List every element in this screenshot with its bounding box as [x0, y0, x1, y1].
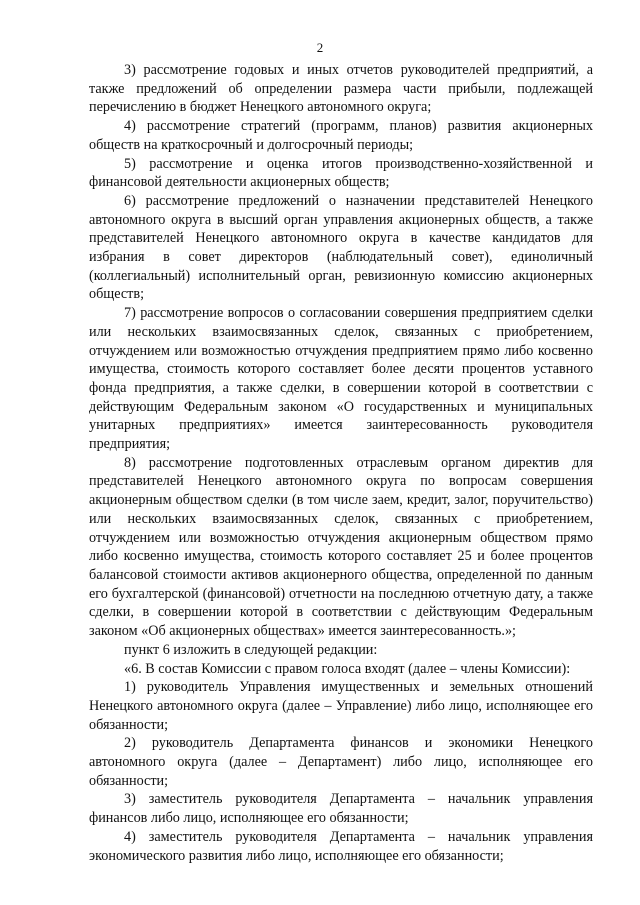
paragraph-item-3: 3) рассмотрение годовых и иных отчетов руководителей предприятий, а также предложений об определении размера части прибыли, подлежащей перечислению в бюджет Ненецкого автономного округа;: [89, 62, 593, 116]
paragraph-item-4: 4) рассмотрение стратегий (программ, планов) развития акционерных обществ на краткосрочный и долгосрочный периоды;: [89, 118, 593, 153]
document-body: [89, 61, 593, 865]
paragraph-member-2: 2) руководитель Департамента финансов и экономики Ненецкого автономного округа (далее – Департамент) либо лицо, исполняющее его обязанности;: [89, 735, 593, 789]
paragraph-member-1: 1) руководитель Управления имущественных и земельных отношений Ненецкого автономного округа (далее – Управление) либо лицо, исполняющее его обязанности;: [89, 679, 593, 733]
paragraph-item-6: 6) рассмотрение предложений о назначении представителей Ненецкого автономного округа в высший орган управления акционерных обществ, а также представителей Ненецкого автономного округа в качестве кандидатов для избрания в совет директоров (наблюдательный совет), единоличный (коллегиальный) исполнительный орган, ревизионную комиссию акционерных обществ;: [89, 192, 593, 303]
page-number: 2: [316, 40, 324, 55]
paragraph-item-5: 5) рассмотрение и оценка итогов производственно-хозяйственной и финансовой деятельности акционерных обществ;: [89, 155, 593, 191]
paragraph-item-7: 7) рассмотрение вопросов о согласовании совершения предприятием сделки или нескольких взаимосвязанных сделок, связанных с приобретением, отчуждением или возможностью отчуждения предприятием прямо либо косвенно имущества, стоимость которого составляет более десяти процентов уставного фонда предприятия, а также сделки, в совершении которой в соответствии с действующим Федеральным законом «О государственных и муниципальных унитарных предприятиях» имеется заинтересованность руководителя предприятия;: [89, 305, 593, 453]
paragraph-member-4: 4) заместитель руководителя Департамента – начальник управления экономического развития либо лицо, исполняющее его обязанности;: [89, 828, 593, 864]
paragraph-commission-composition: «6. В состав Комиссии с правом голоса входят (далее – члены Комиссии):: [124, 660, 571, 677]
paragraph-item-8: 8) рассмотрение подготовленных отраслевым органом директив для представителей Ненецкого автономного округа по вопросам совершения акционерным обществом сделки (в том числе заем, кредит, залог, поручительство) или нескольких взаимосвязанных сделок, связанных с приобретением, отчуждением или возможностью отчуждения акционерным обществом прямо либо косвенно имущества, стоимость которого составляет 25 и более процентов балансовой стоимости активов акционерного общества, определенной по данным его бухгалтерской (финансовой) отчетности на последнюю отчетную дату, а также сделки, в совершении которой в соответствии с действующим Федеральным законом «Об акционерных обществах» имеется заинтересованность.»;: [89, 454, 593, 640]
paragraph-clause-6-intro: пункт 6 изложить в следующей редакции:: [124, 641, 378, 658]
paragraph-member-3: 3) заместитель руководителя Департамента – начальник управления финансов либо лицо, исполняющее его обязанности;: [89, 791, 593, 827]
